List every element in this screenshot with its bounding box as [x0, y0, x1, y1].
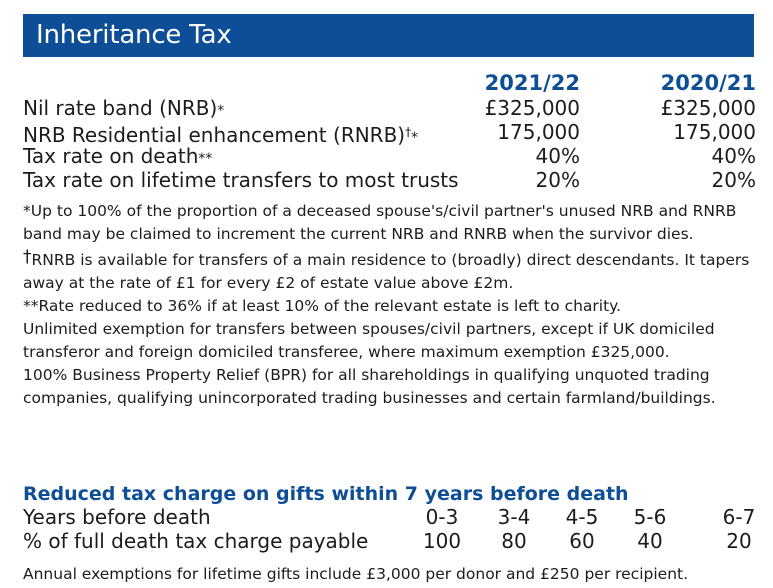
note-spouse-nrb: *Up to 100% of the proportion of a deceased spouse's/civil partner's unused NRB and RNRB band may be claimed to increment the current NRB and RNRB when the survivor dies.	[23, 202, 737, 243]
charge-cell: 100	[422, 529, 462, 553]
dagger-mark: †	[405, 125, 412, 139]
rnrb-value-2021-22: 175,000	[497, 120, 580, 144]
nrb-label: Nil rate band (NRB)	[23, 96, 218, 120]
charge-cell: 60	[569, 529, 595, 553]
table-row	[23, 120, 756, 147]
table-row	[23, 168, 756, 192]
annual-exemptions-note: Annual exemptions for lifetime gifts include £3,000 per donor and £250 per recipient.	[23, 565, 689, 583]
note-spouse-exemption: Unlimited exemption for transfers between spouses/civil partners, except if UK domiciled transferor and foreign domiciled transferee, where maximum exemption £325,000.	[23, 320, 715, 361]
footnote-mark: **	[198, 151, 213, 167]
nrb-value-2021-22: £325,000	[484, 96, 580, 120]
year-heading-2021-22: 2021/22	[484, 71, 580, 95]
table-row	[23, 96, 756, 120]
lifetime-rate-2021-22: 20%	[535, 168, 580, 192]
charge-cell: 80	[501, 529, 527, 553]
years-cell: 4-5	[565, 505, 599, 529]
gifts-table	[23, 505, 756, 553]
dagger-mark: †	[23, 247, 32, 267]
footnote-mark: *	[411, 130, 419, 146]
charge-cell: 40	[637, 529, 663, 553]
charge-label: % of full death tax charge payable	[23, 529, 369, 553]
death-rate-2021-22: 40%	[535, 144, 580, 168]
section-title: Inheritance Tax	[36, 20, 232, 50]
year-heading-2020-21: 2020/21	[660, 71, 756, 95]
notes	[23, 200, 758, 410]
lifetime-rate-label: Tax rate on lifetime transfers to most trusts	[23, 168, 459, 192]
gifts-heading: Reduced tax charge on gifts within 7 years before death	[23, 483, 629, 505]
row-label	[23, 144, 212, 171]
footnote-mark: *	[217, 103, 225, 119]
row-label	[23, 96, 224, 123]
charge-cell: 20	[726, 529, 752, 553]
years-cell: 3-4	[497, 505, 531, 529]
years-label: Years before death	[23, 505, 211, 529]
years-cell: 6-7	[722, 505, 756, 529]
table-row	[23, 505, 756, 529]
year-header-row	[23, 70, 756, 96]
note-bpr: 100% Business Property Relief (BPR) for all shareholdings in qualifying unquoted trading companies, qualifying unincorporated trading businesses and certain farmland/buildings.	[23, 366, 716, 407]
note-charity: **Rate reduced to 36% if at least 10% of the relevant estate is left to charity.	[23, 297, 622, 315]
note-rnrb-text: RNRB is available for transfers of a main residence to (broadly) direct descendants. It tapers away at the rate of £1 for every £2 of estate value above £2m.	[23, 251, 750, 292]
table-row	[23, 144, 756, 168]
note-rnrb	[23, 246, 758, 295]
rnrb-label: NRB Residential enhancement (RNRB)	[23, 123, 406, 147]
death-rate-label: Tax rate on death	[23, 144, 199, 168]
nrb-value-2020-21: £325,000	[660, 96, 756, 120]
years-cell: 5-6	[633, 505, 667, 529]
death-rate-2020-21: 40%	[711, 144, 756, 168]
section-header	[23, 14, 754, 57]
years-cell: 0-3	[425, 505, 459, 529]
table-row	[23, 529, 756, 553]
rnrb-value-2020-21: 175,000	[673, 120, 756, 144]
rates-table	[23, 70, 756, 192]
lifetime-rate-2020-21: 20%	[711, 168, 756, 192]
